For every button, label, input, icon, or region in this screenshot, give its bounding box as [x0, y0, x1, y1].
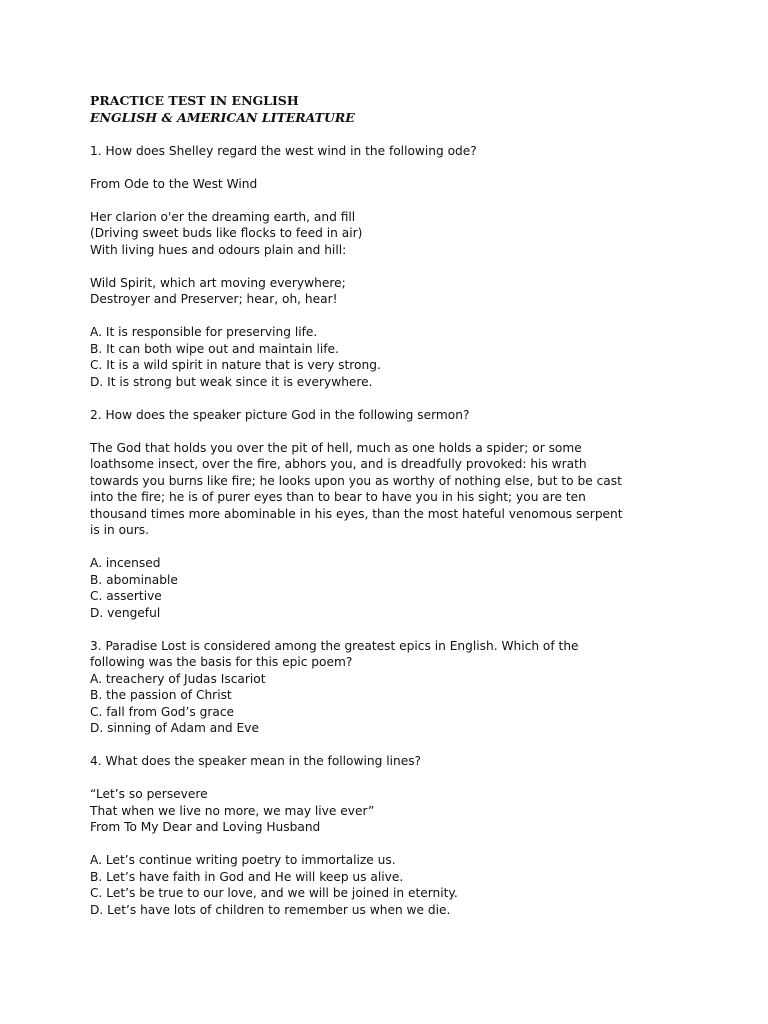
sermon-line: loathsome insect, over the fire, abhors you, and is dreadfully provoked: his wrath: [90, 457, 587, 471]
answer-option: B. It can both wipe out and maintain life.: [90, 341, 339, 356]
answer-option: D. vengeful: [90, 605, 161, 620]
answer-option: A. It is responsible for preserving life.: [90, 325, 318, 339]
question-1-source: From Ode to the West Wind: [90, 176, 258, 191]
answer-option: B. abominable: [90, 572, 178, 587]
poem-line: Destroyer and Preserver; hear, oh, hear!: [90, 292, 338, 306]
spacer: [90, 308, 710, 325]
poem-line: Wild Spirit, which art moving everywhere;: [90, 275, 346, 290]
quote-source: From To My Dear and Loving Husband: [90, 820, 321, 834]
document-page: [90, 93, 710, 918]
answer-option: C. Let’s be true to our love, and we will be joined in eternity.: [90, 886, 458, 900]
spacer: [90, 390, 710, 407]
spacer: [90, 737, 710, 754]
question-4-text: 4. What does the speaker mean in the following lines?: [90, 754, 422, 768]
spacer: [90, 423, 710, 440]
answer-option: B. the passion of Christ: [90, 688, 232, 702]
document-title: PRACTICE TEST IN ENGLISH: [90, 93, 299, 108]
spacer: [90, 159, 710, 176]
answer-option: C. fall from God’s grace: [90, 704, 235, 719]
spacer: [90, 126, 710, 143]
answer-option: A. incensed: [90, 556, 161, 570]
answer-option: B. Let’s have faith in God and He will keep us alive.: [90, 869, 404, 884]
spacer: [90, 258, 710, 275]
answer-option: A. Let’s continue writing poetry to immortalize us.: [90, 853, 396, 867]
poem-line: With living hues and odours plain and hill:: [90, 242, 347, 257]
question-2-text: 2. How does the speaker picture God in the following sermon?: [90, 407, 470, 422]
question-1-text: 1. How does Shelley regard the west wind in the following ode?: [90, 143, 477, 158]
spacer: [90, 770, 710, 787]
answer-option: A. treachery of Judas Iscariot: [90, 671, 266, 686]
sermon-line: thousand times more abominable in his eyes, than the most hateful venomous serpent: [90, 506, 623, 521]
sermon-line: The God that holds you over the pit of hell, much as one holds a spider; or some: [90, 440, 582, 455]
sermon-line: towards you burns like fire; he looks upon you as worthy of nothing else, but to be cast: [90, 473, 622, 488]
poem-line: Her clarion o'er the dreaming earth, and fill: [90, 209, 356, 224]
sermon-line: into the fire; he is of purer eyes than to bear to have you in his sight; you are ten: [90, 490, 586, 504]
answer-option: C. It is a wild spirit in nature that is very strong.: [90, 358, 381, 372]
spacer: [90, 539, 710, 556]
spacer: [90, 836, 710, 853]
sermon-line: is in ours.: [90, 523, 150, 537]
document-subtitle: ENGLISH & AMERICAN LITERATURE: [90, 109, 355, 125]
answer-option: D. sinning of Adam and Eve: [90, 721, 259, 735]
question-3-text: 3. Paradise Lost is considered among the greatest epics in English. Which of the: [90, 638, 579, 653]
answer-option: C. assertive: [90, 589, 162, 603]
spacer: [90, 192, 710, 209]
answer-option: D. Let’s have lots of children to remember us when we die.: [90, 902, 451, 917]
question-3-text: following was the basis for this epic poem?: [90, 655, 353, 669]
quote-line: That when we live no more, we may live ever”: [90, 803, 375, 818]
quote-line: “Let’s so persevere: [90, 787, 208, 801]
poem-line: (Driving sweet buds like flocks to feed in air): [90, 226, 363, 240]
answer-option: D. It is strong but weak since it is everywhere.: [90, 374, 373, 389]
spacer: [90, 621, 710, 638]
